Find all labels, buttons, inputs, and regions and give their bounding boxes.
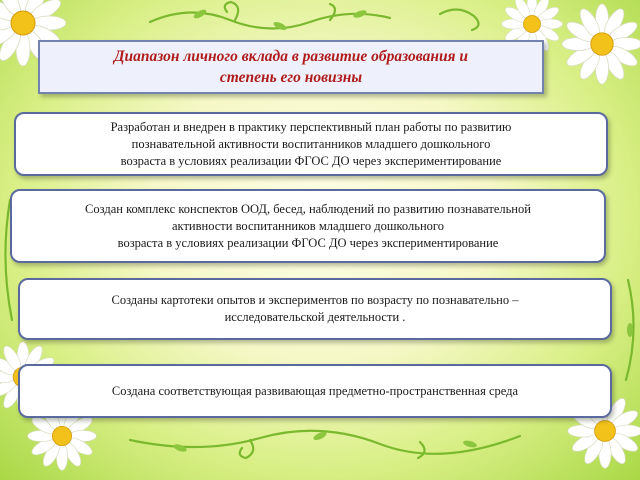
content-box-text: Создана соответствующая развивающая предметно-пространственная среда [111, 383, 519, 398]
content-box-text: Созданы картотеки опытов и экспериментов по возрасту по познавательно – исследовательской деятельности . [111, 293, 519, 324]
content-box-text: Разработан и внедрен в практику перспективный план работы по развитию познавательной активности воспитанников младшего дошкольного возраста в условиях реализации ФГОС ДО через экспериментирование [110, 119, 512, 168]
content-box-text: Создан комплекс конспектов ООД, бесед, наблюдений по развитию познавательной активности воспитанников младшего дошкольного возраста в условиях реализации ФГОС ДО через экспериментирование [85, 201, 531, 250]
content-box-1 [14, 112, 608, 176]
slide-title: Диапазон личного вклада в развитие образования и степень его новизны [38, 40, 544, 94]
content-box-3 [18, 278, 612, 340]
content-box-4 [18, 364, 612, 418]
content-box-2 [10, 189, 606, 263]
